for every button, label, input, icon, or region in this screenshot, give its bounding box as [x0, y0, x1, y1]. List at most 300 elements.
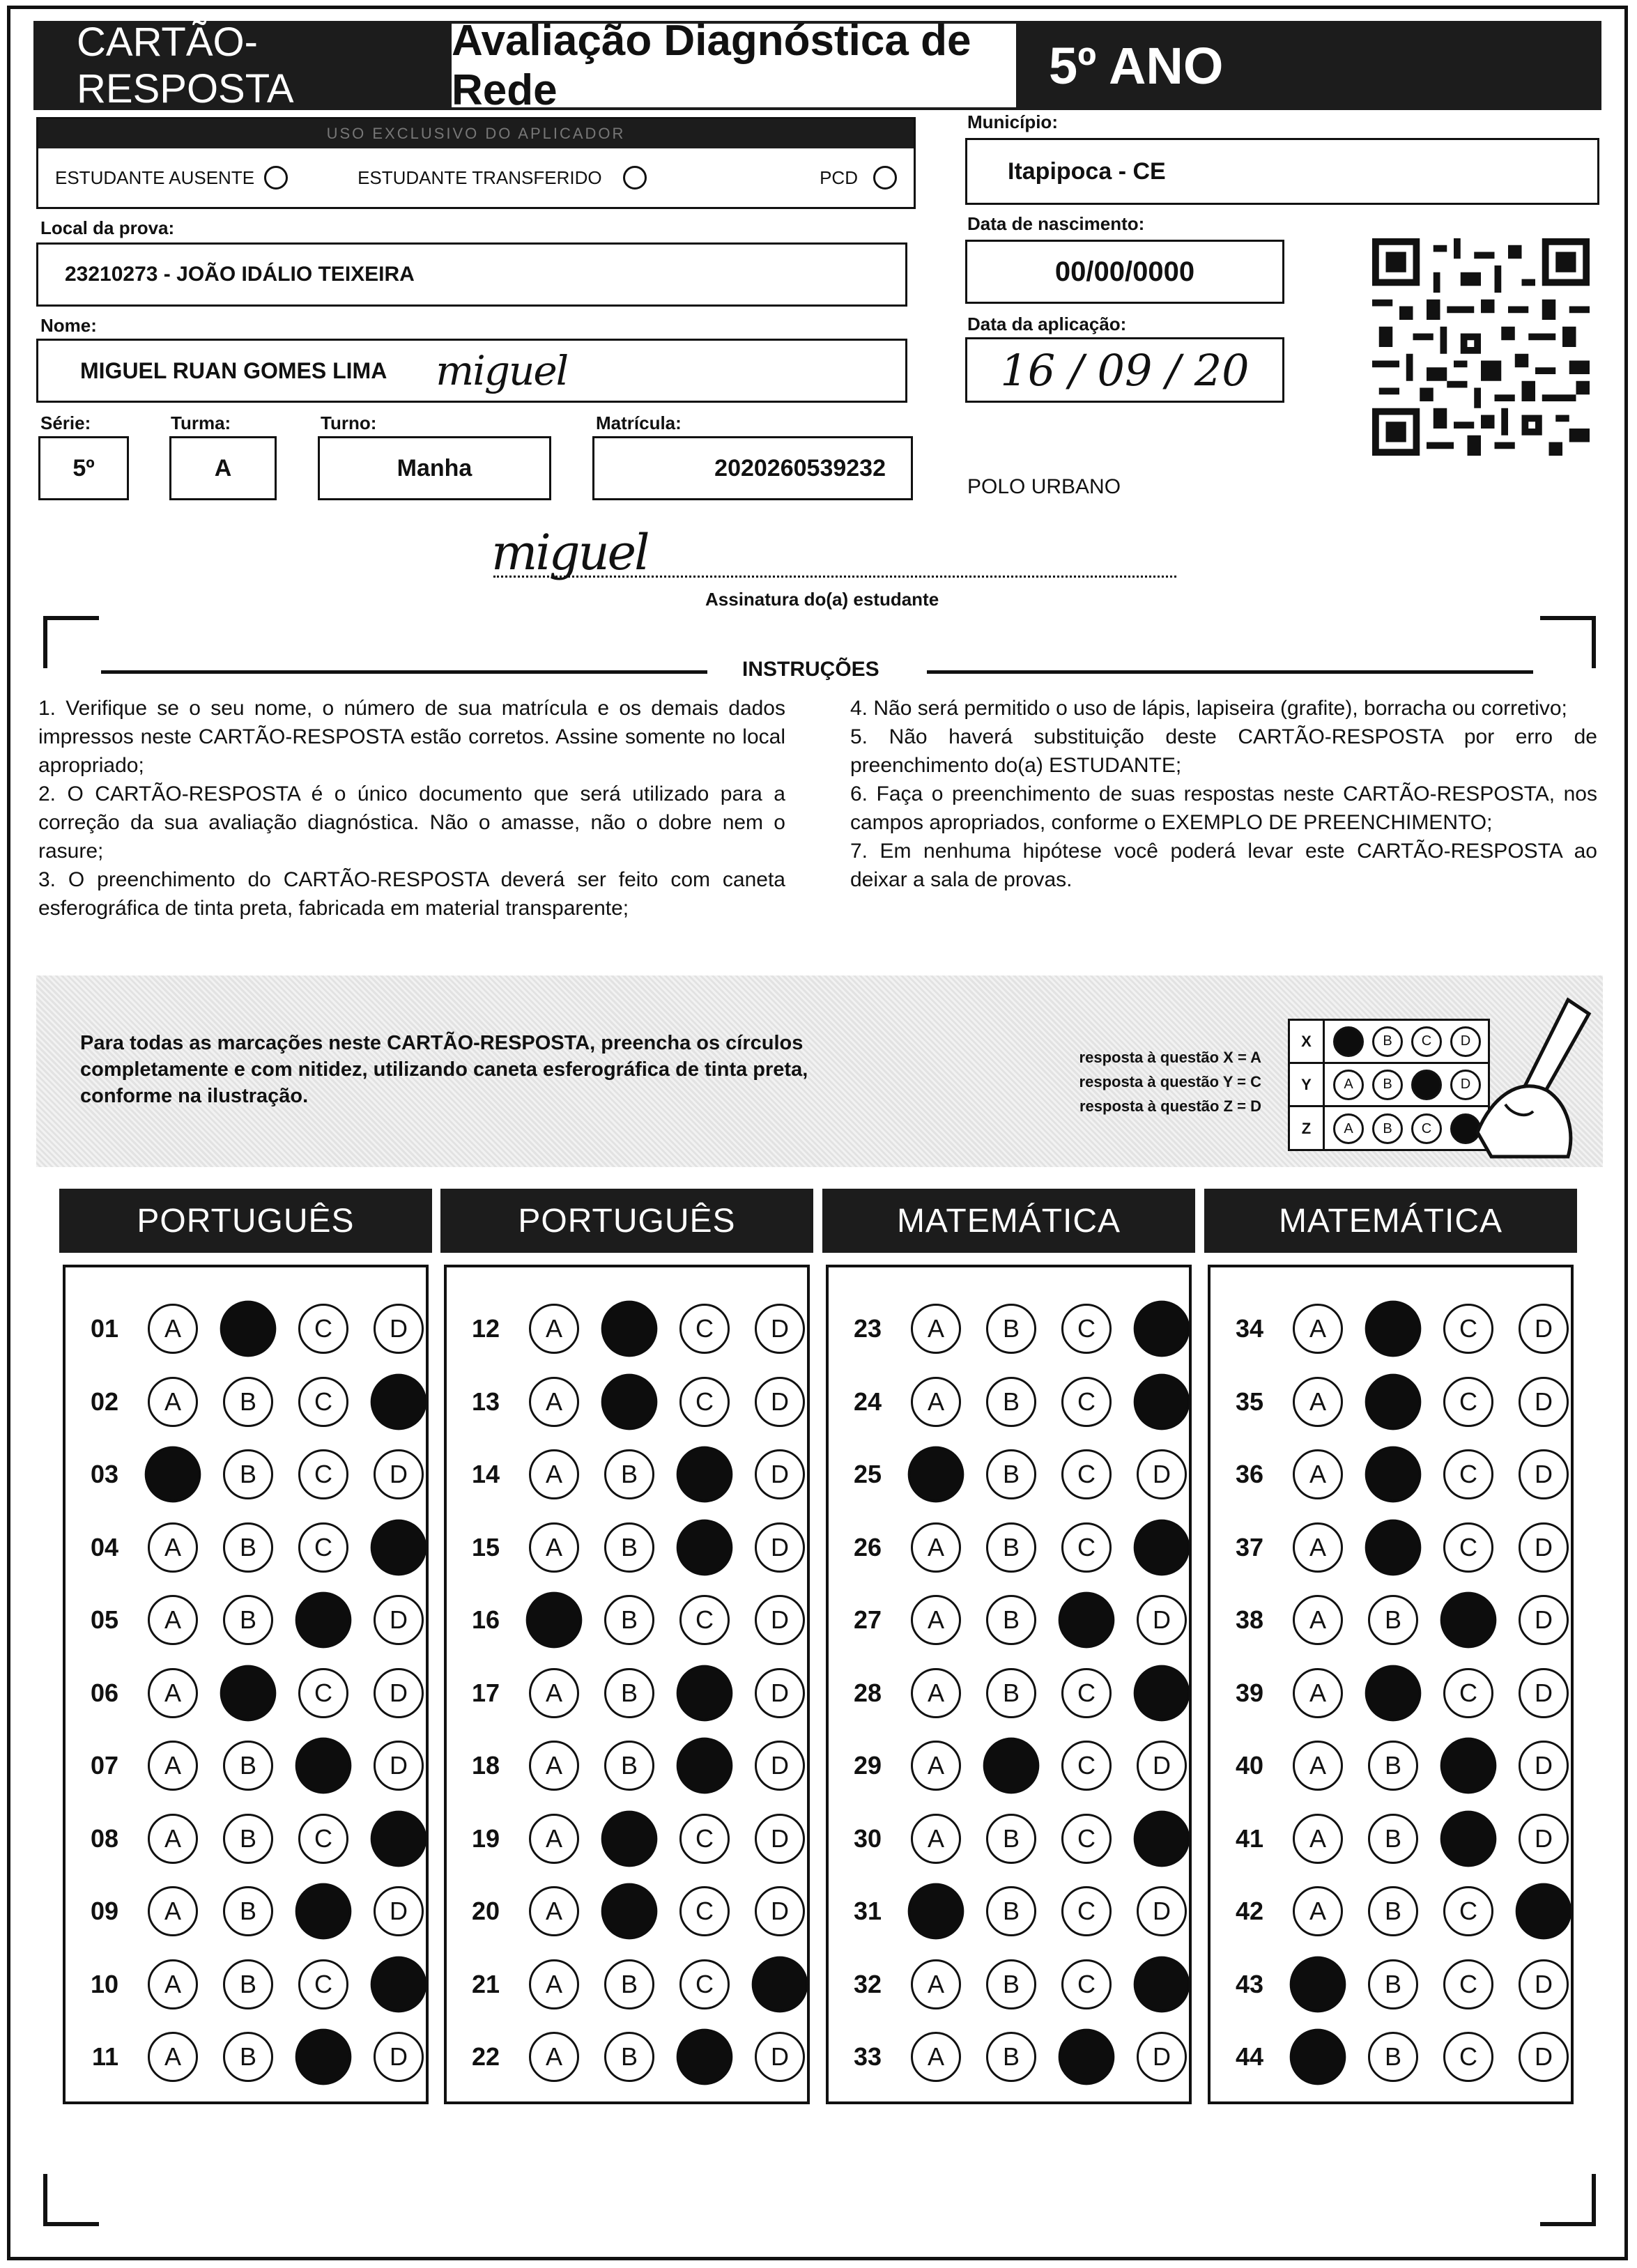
answer-bubble-b[interactable]: [983, 1738, 1040, 1794]
answer-bubble-b[interactable]: B: [1368, 1814, 1418, 1864]
example-key-z: resposta à questão Z = D: [1079, 1097, 1261, 1115]
answer-bubble-b[interactable]: B: [986, 1522, 1036, 1573]
answer-bubble-b[interactable]: B: [223, 1377, 273, 1427]
question-number: 44: [1235, 2042, 1263, 2071]
municipio-label: Município:: [967, 111, 1058, 132]
question-number: 06: [90, 1678, 118, 1707]
question-number: 07: [90, 1751, 118, 1780]
answer-bubble-b[interactable]: B: [223, 1522, 273, 1573]
nome-signature: miguel: [436, 347, 568, 394]
answer-bubble-b[interactable]: [1365, 1519, 1422, 1575]
question-row: [447, 2021, 807, 2093]
answer-bubble-b[interactable]: B: [986, 1595, 1036, 1645]
answer-bubble-a[interactable]: [526, 1592, 583, 1649]
answer-bubble-c[interactable]: C: [1061, 1449, 1112, 1499]
matricula-label: Matrícula:: [596, 412, 682, 433]
answer-column: [1208, 1265, 1574, 2104]
question-number: 13: [471, 1387, 500, 1416]
answer-bubble-c[interactable]: C: [1061, 1886, 1112, 1936]
answer-bubble-a[interactable]: A: [529, 1741, 579, 1791]
answer-bubble-a[interactable]: A: [529, 1886, 579, 1936]
answer-bubble-a[interactable]: A: [529, 1668, 579, 1718]
answer-bubble-a[interactable]: A: [911, 1668, 961, 1718]
answer-bubble-a[interactable]: A: [148, 1377, 198, 1427]
question-row: [1211, 1803, 1571, 1875]
answer-bubble-d[interactable]: D: [755, 1814, 805, 1864]
answer-bubble-d[interactable]: D: [755, 1595, 805, 1645]
nome-field: [36, 339, 907, 403]
question-row: [447, 1803, 807, 1875]
answer-bubble-c[interactable]: C: [1443, 1522, 1493, 1573]
answer-bubble-c[interactable]: [1440, 1738, 1497, 1794]
answer-column: [444, 1265, 810, 2104]
answer-bubble-c[interactable]: [677, 2029, 733, 2085]
answer-bubble-c[interactable]: C: [1443, 1668, 1493, 1718]
example-keys: [1031, 1045, 1261, 1118]
answer-bubble-c[interactable]: [1059, 1592, 1115, 1649]
answer-bubble-c[interactable]: [1440, 1810, 1497, 1867]
question-number: 25: [853, 1460, 882, 1488]
answer-bubble-c[interactable]: C: [1443, 1377, 1493, 1427]
question-row: [447, 1875, 807, 1947]
answer-bubble-b[interactable]: B: [223, 2032, 273, 2082]
answer-bubble-d[interactable]: D: [755, 1449, 805, 1499]
answer-bubble-c[interactable]: C: [679, 1377, 730, 1427]
answer-bubble-a[interactable]: A: [148, 1304, 198, 1354]
question-row: [66, 2021, 426, 2093]
absent-label: ESTUDANTE AUSENTE: [55, 167, 255, 188]
answer-bubble-d[interactable]: D: [1519, 1668, 1569, 1718]
example-option: B: [1372, 1070, 1403, 1100]
example-row-label: Z: [1290, 1107, 1325, 1150]
answer-bubble-d[interactable]: D: [1519, 1814, 1569, 1864]
answer-bubble-a[interactable]: A: [529, 1449, 579, 1499]
question-row: [1211, 1657, 1571, 1729]
question-row: [66, 1584, 426, 1656]
question-row: [1211, 1366, 1571, 1438]
answer-column: [63, 1265, 429, 2104]
answer-bubble-c[interactable]: C: [1443, 1304, 1493, 1354]
turma-field: [169, 436, 277, 500]
question-row: [447, 1729, 807, 1802]
question-number: 29: [853, 1751, 882, 1780]
answer-bubble-a[interactable]: [908, 1883, 964, 1940]
answer-bubble-c[interactable]: C: [298, 1377, 348, 1427]
instructions-left-column: [38, 694, 785, 923]
question-row: [447, 1657, 807, 1729]
example-option: B: [1372, 1113, 1403, 1144]
answer-bubble-d[interactable]: D: [1137, 1449, 1187, 1499]
question-row: [829, 1729, 1189, 1802]
answer-bubble-b[interactable]: B: [986, 1449, 1036, 1499]
answer-bubble-d[interactable]: D: [1519, 2032, 1569, 2082]
answer-bubble-a[interactable]: A: [148, 1595, 198, 1645]
question-row: [447, 1293, 807, 1365]
question-number: 02: [90, 1387, 118, 1416]
answer-bubble-b[interactable]: B: [604, 1959, 654, 2009]
question-number: 24: [853, 1387, 882, 1416]
answer-bubble-c[interactable]: C: [298, 1304, 348, 1354]
answer-bubble-c[interactable]: C: [679, 1304, 730, 1354]
answer-bubble-c[interactable]: C: [679, 1886, 730, 1936]
answer-bubble-a[interactable]: A: [911, 1741, 961, 1791]
answer-bubble-b[interactable]: [601, 1301, 658, 1357]
answer-bubble-c[interactable]: C: [1443, 1959, 1493, 2009]
answer-bubble-b[interactable]: [1365, 1447, 1422, 1503]
answer-bubble-a[interactable]: A: [529, 1522, 579, 1573]
answer-bubble-b[interactable]: B: [223, 1814, 273, 1864]
instructions-rule-left: [101, 670, 707, 674]
answer-bubble-a[interactable]: [1290, 2029, 1346, 2085]
application-date-label: Data da aplicação:: [967, 314, 1127, 334]
answer-bubble-b[interactable]: [601, 1810, 658, 1867]
answer-bubble-b[interactable]: B: [223, 1886, 273, 1936]
question-number: 09: [90, 1897, 118, 1925]
answer-bubble-c[interactable]: [295, 2029, 352, 2085]
section-title: MATEMÁTICA: [1204, 1189, 1577, 1253]
question-row: [66, 1729, 426, 1802]
answer-bubble-c[interactable]: [1059, 2029, 1115, 2085]
answer-bubble-a[interactable]: A: [148, 2032, 198, 2082]
answer-bubble-b[interactable]: [1365, 1373, 1422, 1430]
answer-bubble-c[interactable]: [1440, 1592, 1497, 1649]
answer-bubble-c[interactable]: C: [1061, 1814, 1112, 1864]
application-date-field: [965, 337, 1284, 403]
answer-bubble-d[interactable]: [1134, 1519, 1190, 1575]
answer-bubble-a[interactable]: A: [148, 1668, 198, 1718]
answer-bubble-c[interactable]: C: [1061, 1522, 1112, 1573]
serie-value: 5º: [72, 454, 95, 481]
answer-bubble-b[interactable]: B: [1368, 1959, 1418, 2009]
question-row: [829, 1803, 1189, 1875]
answer-bubble-a[interactable]: A: [911, 1304, 961, 1354]
example-option: A: [1333, 1070, 1364, 1100]
signature-line: [493, 576, 1176, 578]
question-row: [66, 1948, 426, 2021]
corner-mark-bottom-right: [1540, 2174, 1596, 2226]
question-row: [447, 1948, 807, 2021]
turma-label: Turma:: [171, 412, 231, 433]
answer-bubble-c[interactable]: [677, 1665, 733, 1721]
answer-bubble-b[interactable]: B: [986, 1668, 1036, 1718]
answer-bubble-d[interactable]: D: [1137, 1886, 1187, 1936]
answer-bubble-d[interactable]: D: [755, 1668, 805, 1718]
answer-bubble-d[interactable]: D: [1519, 1449, 1569, 1499]
question-number: 01: [90, 1314, 118, 1343]
instruction-3: 3. O preenchimento do CARTÃO-RESPOSTA deverá ser feito com caneta esferográfica de tinta preta, fabricada em material transparente;: [38, 868, 785, 920]
question-row: [66, 1875, 426, 1947]
section-title: MATEMÁTICA: [822, 1189, 1195, 1253]
answer-bubble-a[interactable]: A: [148, 1522, 198, 1573]
answer-bubble-b[interactable]: B: [986, 2032, 1036, 2082]
answer-bubble-a[interactable]: A: [1293, 1886, 1343, 1936]
answer-bubble-d[interactable]: D: [374, 1304, 424, 1354]
instruction-4: 4. Não será permitido o uso de lápis, lapiseira (grafite), borracha ou corretivo;: [850, 697, 1567, 720]
answer-bubble-c[interactable]: [677, 1738, 733, 1794]
instruction-7: 7. Em nenhuma hipótese você poderá levar este CARTÃO-RESPOSTA ao deixar a sala de provas.: [850, 840, 1597, 891]
answer-bubble-a[interactable]: [1290, 1956, 1346, 2012]
question-row: [66, 1366, 426, 1438]
answer-bubble-a[interactable]: A: [911, 1595, 961, 1645]
question-number: 10: [90, 1969, 118, 1998]
card-label: CARTÃO-RESPOSTA: [77, 20, 294, 111]
answer-bubble-a[interactable]: A: [911, 1959, 961, 2009]
question-row: [447, 1438, 807, 1511]
question-row: [66, 1511, 426, 1584]
answer-bubble-c[interactable]: C: [679, 1595, 730, 1645]
example-key-x: resposta à questão X = A: [1079, 1049, 1261, 1066]
municipio-value: Itapipoca - CE: [1008, 157, 1166, 185]
answer-bubble-a[interactable]: A: [148, 1741, 198, 1791]
answer-bubble-d[interactable]: [1516, 1883, 1572, 1940]
answer-bubble-d[interactable]: [1134, 1665, 1190, 1721]
question-number: 16: [471, 1605, 500, 1634]
answer-bubble-c[interactable]: [295, 1738, 352, 1794]
answer-bubble-a[interactable]: A: [529, 1377, 579, 1427]
question-row: [829, 1948, 1189, 2021]
answer-bubble-c[interactable]: C: [298, 1522, 348, 1573]
answer-bubble-a[interactable]: A: [1293, 1595, 1343, 1645]
pen-hand-icon: [1463, 993, 1603, 1160]
nome-label: Nome:: [40, 315, 97, 336]
example-option: [1333, 1026, 1364, 1057]
example-row: [1290, 1107, 1488, 1150]
answer-bubble-a[interactable]: A: [911, 1814, 961, 1864]
answer-bubble-c[interactable]: C: [298, 1449, 348, 1499]
answer-bubble-c[interactable]: C: [1061, 1668, 1112, 1718]
answer-bubble-b[interactable]: B: [223, 1595, 273, 1645]
answer-bubble-a[interactable]: A: [529, 1814, 579, 1864]
turma-value: A: [214, 454, 232, 481]
question-number: 05: [90, 1605, 118, 1634]
answer-bubble-d[interactable]: D: [374, 1741, 424, 1791]
answer-bubble-a[interactable]: [908, 1447, 964, 1503]
question-number: 34: [1235, 1314, 1263, 1343]
question-number: 28: [853, 1678, 882, 1707]
answer-bubble-a[interactable]: A: [911, 2032, 961, 2082]
answer-bubble-c[interactable]: [295, 1592, 352, 1649]
answer-bubble-c[interactable]: [677, 1519, 733, 1575]
question-row: [1211, 1729, 1571, 1802]
answer-bubble-c[interactable]: C: [1061, 1959, 1112, 2009]
question-number: 31: [853, 1897, 882, 1925]
answer-bubble-c[interactable]: C: [298, 1668, 348, 1718]
answer-bubble-d[interactable]: D: [1519, 1595, 1569, 1645]
section-title: PORTUGUÊS: [59, 1189, 432, 1253]
answer-bubble-c[interactable]: C: [298, 1814, 348, 1864]
answer-bubble-b[interactable]: B: [1368, 1741, 1418, 1791]
answer-bubble-b[interactable]: B: [604, 1741, 654, 1791]
answer-bubble-d[interactable]: [371, 1373, 427, 1430]
question-number: 35: [1235, 1387, 1263, 1416]
answer-bubble-a[interactable]: [145, 1447, 201, 1503]
answer-bubble-a[interactable]: A: [1293, 1522, 1343, 1573]
answer-bubble-c[interactable]: C: [1443, 2032, 1493, 2082]
answer-bubble-a[interactable]: A: [148, 1814, 198, 1864]
question-row: [1211, 1438, 1571, 1511]
answer-bubble-b[interactable]: B: [1368, 1595, 1418, 1645]
answer-bubble-b[interactable]: B: [223, 1959, 273, 2009]
question-number: 36: [1235, 1460, 1263, 1488]
student-signature: miguel: [491, 524, 648, 581]
answer-bubble-b[interactable]: B: [986, 1886, 1036, 1936]
answer-bubble-b[interactable]: B: [986, 1959, 1036, 2009]
answer-bubble-b[interactable]: B: [604, 1668, 654, 1718]
answer-bubble-d[interactable]: D: [374, 1595, 424, 1645]
applicator-banner: USO EXCLUSIVO DO APLICADOR: [38, 119, 914, 148]
answer-bubble-c[interactable]: C: [1061, 1304, 1112, 1354]
answer-bubble-a[interactable]: A: [148, 1886, 198, 1936]
answer-bubble-b[interactable]: B: [223, 1741, 273, 1791]
answer-bubble-b[interactable]: B: [604, 1522, 654, 1573]
answer-bubble-b[interactable]: B: [1368, 1886, 1418, 1936]
answer-bubble-d[interactable]: [371, 1810, 427, 1867]
answer-bubble-d[interactable]: D: [755, 1886, 805, 1936]
answer-bubble-b[interactable]: [1365, 1665, 1422, 1721]
answer-bubble-d[interactable]: D: [1519, 1959, 1569, 2009]
answer-bubble-a[interactable]: A: [911, 1522, 961, 1573]
question-number: 04: [90, 1532, 118, 1561]
example-row: [1290, 1021, 1488, 1064]
question-row: [1211, 1511, 1571, 1584]
instructions-rule-right: [927, 670, 1533, 674]
answer-bubble-b[interactable]: [601, 1373, 658, 1430]
answer-bubble-d[interactable]: D: [755, 2032, 805, 2082]
municipio-field: [965, 138, 1599, 205]
nome-value: MIGUEL RUAN GOMES LIMA: [80, 357, 387, 383]
answer-bubble-b[interactable]: B: [604, 1449, 654, 1499]
question-number: 08: [90, 1823, 118, 1853]
serie-label: Série:: [40, 412, 91, 433]
answer-bubble-d[interactable]: D: [374, 1886, 424, 1936]
answer-bubble-d[interactable]: [1134, 1373, 1190, 1430]
question-row: [1211, 1875, 1571, 1947]
answer-bubble-b[interactable]: B: [604, 2032, 654, 2082]
question-row: [447, 1366, 807, 1438]
example-grid: [1288, 1019, 1490, 1151]
answer-bubble-d[interactable]: D: [1519, 1377, 1569, 1427]
answer-bubble-b[interactable]: B: [986, 1377, 1036, 1427]
answer-bubble-d[interactable]: D: [374, 1449, 424, 1499]
absent-checkbox[interactable]: [264, 166, 288, 190]
answer-bubble-c[interactable]: [295, 1883, 352, 1940]
answer-bubble-d[interactable]: D: [1519, 1304, 1569, 1354]
answer-bubble-d[interactable]: [1134, 1301, 1190, 1357]
answer-bubble-c[interactable]: C: [1061, 1741, 1112, 1791]
answer-bubble-b[interactable]: [601, 1883, 658, 1940]
answer-bubble-c[interactable]: C: [1443, 1449, 1493, 1499]
answer-bubble-d[interactable]: D: [1519, 1741, 1569, 1791]
example-row: [1290, 1064, 1488, 1107]
question-number: 17: [471, 1678, 500, 1707]
answer-bubble-d[interactable]: D: [755, 1741, 805, 1791]
answer-bubble-d[interactable]: [371, 1519, 427, 1575]
answer-bubble-b[interactable]: B: [1368, 2032, 1418, 2082]
turno-value: Manha: [397, 454, 472, 481]
answer-bubble-a[interactable]: A: [1293, 1741, 1343, 1791]
question-number: 42: [1235, 1897, 1263, 1925]
answer-bubble-d[interactable]: D: [1137, 1741, 1187, 1791]
polo-label: POLO URBANO: [967, 475, 1121, 498]
answer-bubble-d[interactable]: D: [1137, 2032, 1187, 2082]
question-row: [1211, 1948, 1571, 2021]
instruction-6: 6. Faça o preenchimento de suas respostas neste CARTÃO-RESPOSTA, nos campos apropriados, conforme o EXEMPLO DE PREENCHIMENTO;: [850, 782, 1597, 834]
answer-bubble-d[interactable]: D: [755, 1304, 805, 1354]
question-number: 23: [853, 1314, 882, 1343]
local-label: Local da prova:: [40, 217, 175, 238]
example-option: D: [1450, 1070, 1481, 1100]
question-number: 19: [471, 1823, 500, 1853]
question-row: [829, 1657, 1189, 1729]
question-row: [1211, 1584, 1571, 1656]
answer-bubble-c[interactable]: C: [1443, 1886, 1493, 1936]
answer-bubble-d[interactable]: [1134, 1810, 1190, 1867]
question-number: 22: [471, 2042, 500, 2071]
pcd-label: PCD: [820, 167, 858, 188]
transferred-checkbox[interactable]: [623, 166, 647, 190]
answer-bubble-a[interactable]: A: [529, 1304, 579, 1354]
answer-bubble-c[interactable]: C: [679, 1959, 730, 2009]
example-option: D: [1450, 1026, 1481, 1057]
corner-mark-top-right: [1540, 616, 1596, 668]
answer-bubble-c[interactable]: C: [298, 1959, 348, 2009]
pcd-checkbox[interactable]: [873, 166, 897, 190]
answer-bubble-c[interactable]: [677, 1447, 733, 1503]
answer-bubble-a[interactable]: A: [1293, 1814, 1343, 1864]
answer-bubble-d[interactable]: D: [374, 1668, 424, 1718]
answer-bubble-c[interactable]: C: [679, 1814, 730, 1864]
section-title: PORTUGUÊS: [440, 1189, 813, 1253]
answer-bubble-d[interactable]: D: [755, 1377, 805, 1427]
answer-bubble-a[interactable]: A: [911, 1377, 961, 1427]
serie-field: [38, 436, 129, 500]
answer-bubble-b[interactable]: [220, 1665, 277, 1721]
question-row: [829, 1438, 1189, 1511]
qr-code: [1369, 238, 1592, 456]
answer-bubble-a[interactable]: A: [529, 2032, 579, 2082]
example-row-label: X: [1290, 1021, 1325, 1062]
answer-bubble-b[interactable]: [1365, 1301, 1422, 1357]
birth-field: [965, 240, 1284, 304]
answer-bubble-a[interactable]: A: [148, 1959, 198, 2009]
answer-bubble-b[interactable]: B: [986, 1304, 1036, 1354]
answer-bubble-d[interactable]: [752, 1956, 808, 2012]
birth-label: Data de nascimento:: [967, 213, 1145, 234]
answer-bubble-a[interactable]: A: [1293, 1668, 1343, 1718]
answer-bubble-a[interactable]: A: [1293, 1304, 1343, 1354]
question-row: [66, 1293, 426, 1365]
example-row-label: Y: [1290, 1064, 1325, 1105]
answer-bubble-d[interactable]: D: [374, 2032, 424, 2082]
question-number: 43: [1235, 1969, 1263, 1998]
answer-bubble-d[interactable]: D: [1519, 1522, 1569, 1573]
answer-bubble-d[interactable]: [1134, 1956, 1190, 2012]
answer-bubble-c[interactable]: C: [1061, 1377, 1112, 1427]
answer-bubble-d[interactable]: D: [755, 1522, 805, 1573]
answer-bubble-b[interactable]: B: [223, 1449, 273, 1499]
answer-bubble-a[interactable]: A: [1293, 1449, 1343, 1499]
answer-bubble-b[interactable]: B: [986, 1814, 1036, 1864]
example-key-y: resposta à questão Y = C: [1079, 1073, 1261, 1090]
question-number: 27: [853, 1605, 882, 1634]
answer-bubble-b[interactable]: B: [604, 1595, 654, 1645]
example-option: [1411, 1070, 1442, 1100]
answer-bubble-a[interactable]: A: [1293, 1377, 1343, 1427]
answer-bubble-d[interactable]: D: [1137, 1595, 1187, 1645]
answer-bubble-b[interactable]: [220, 1301, 277, 1357]
answer-bubble-d[interactable]: [371, 1956, 427, 2012]
answer-bubble-a[interactable]: A: [529, 1959, 579, 2009]
